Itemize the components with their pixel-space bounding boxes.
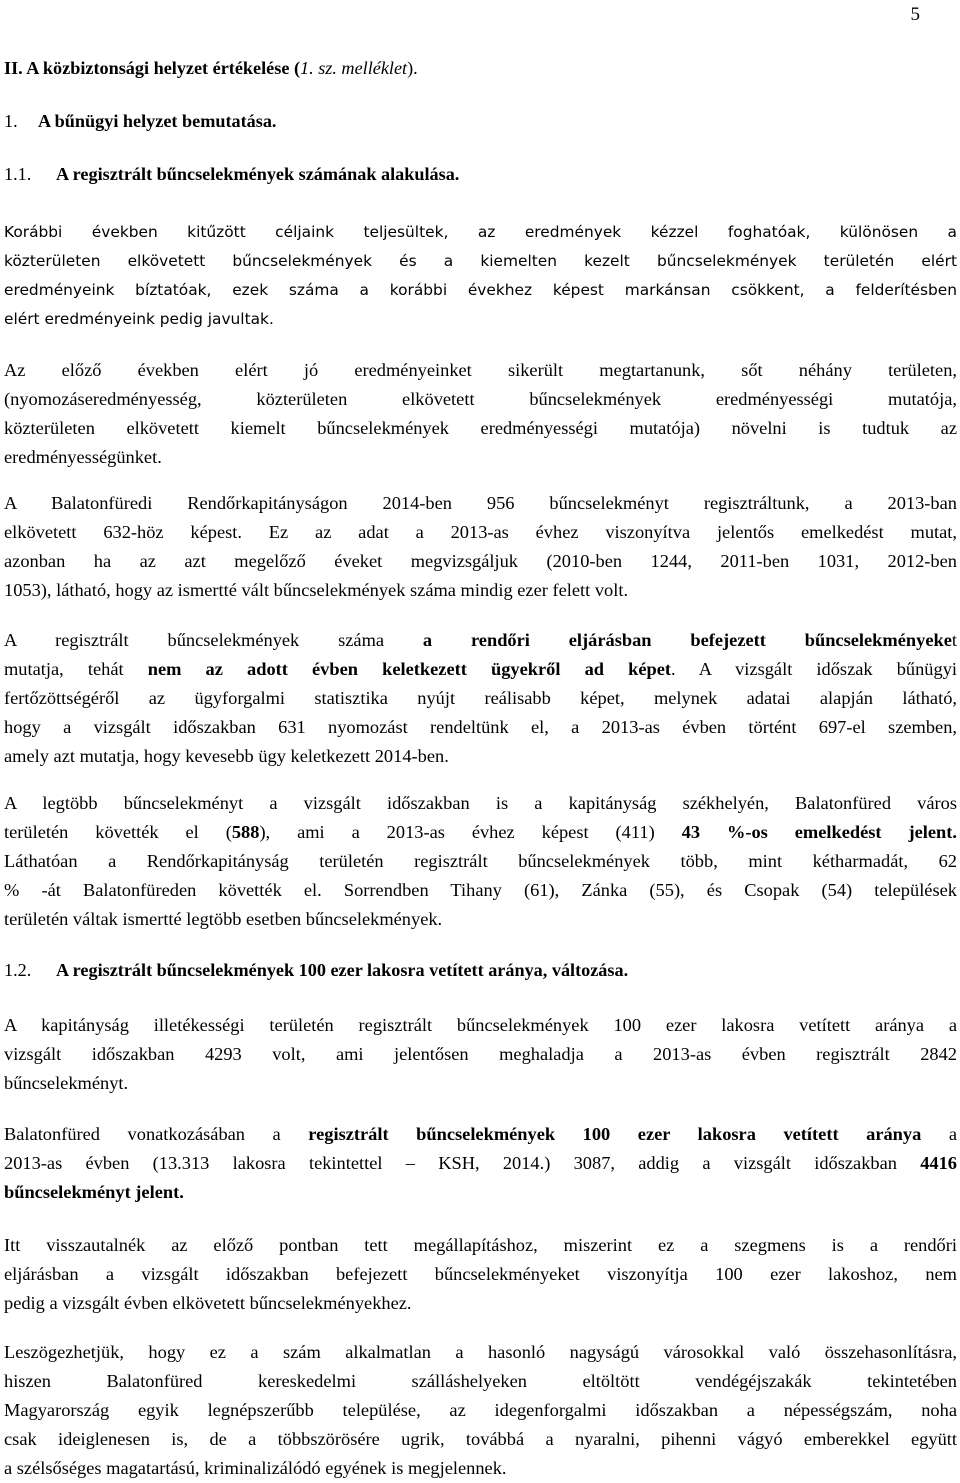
paragraph-comparison-note: Leszögezhetjük, hogy ez a szám alkalmatlan a hasonló nagyságú városokkal való összehasonlításra, hiszen Balatonfüred kereskedelmi szálláshelyeken eltöltött vendégéjszakák tekintetében Magyarország egyik legnépszerűbb települése, az idegenforgalmi időszakban a népességszám, noha csak ideiglenesen is, de a többszörösére ugrik, továbbá a nyaralni, pihenni vágyó emberekkel együtt a szélsőséges magatartású, kriminalizálódó egyének is megjelennek. [4,1342,957,1478]
subsection-heading-1: 1. A bűnügyi helyzet bemutatása. [4,111,277,131]
paragraph-balatonfured-ratio: Balatonfüred vonatkozásában a regisztrált bűncselekmények 100 ezer lakosra vetített aránya a 2013-as évben (13.313 lakosra tekintettel – KSH, 2014.) 3087, addig a vizsgált időszakban 4416 bűncselekményt jelent. [4,1124,958,1202]
paragraph-results: Korábbi években kitűzött céljaink teljesültek, az eredmények kézzel foghatóak, különösen a közterületen elkövetett bűncselekmények és a kiemelten kezelt bűncselekmények területén elért eredményeink bíztatóak, ezek száma a korábbi évekhez képest markánsan csökkent, a felderítésben elért eredményeink pedig javultak. [4,223,957,328]
subsection-heading-1-2: 1.2. A regisztrált bűncselekmények 100 ezer lakosra vetített aránya, változása. [4,960,629,980]
section-heading-ii: II. A közbiztonsági helyzet értékelése (1. sz. melléklet). [4,58,418,78]
paragraph-procedure-note: A regisztrált bűncselekmények száma a rendőri eljárásban befejezett bűncselekményeket mutatja, tehát nem az adott évben keletkezett ügyekről ad képet. A vizsgált időszak bűnügyi fertőzöttségéről az ügyforgalmi statisztika nyújt reálisabb képet, melynek adatai alapján látható, hogy a vizsgált időszakban 631 nyomozást rendeltünk el, a 2013-as évben történt 697-el szemben, amely azt mutatja, hogy kevesebb ügy keletkezett 2014-ben. [4,630,958,766]
paragraph-per-100k-ratio: A kapitányság illetékességi területén regisztrált bűncselekmények 100 ezer lakosra vetített aránya a vizsgált időszakban 4293 volt, ami jelentősen meghaladja a 2013-as évben regisztrált 2842 bűncselekményt. [4,1015,957,1093]
paragraph-previous-years: Az előző években elért jó eredményeinket sikerült megtartanunk, sőt néhány területen, (nyomozáseredményesség, közterületen elkövetett bűncselekmények eredményességi mutatója, közterületen elkövetett kiemelt bűncselekmények eredményességi mutatója) növelni is tudtuk az eredményességünket. [4,360,957,467]
page-number: 5 [910,4,920,25]
paragraph-registered-2014: A Balatonfüredi Rendőrkapitányságon 2014-ben 956 bűncselekményt regisztráltunk, a 2013-ban elkövetett 632-höz képest. Ez az adat a 2013-as évhez viszonyítva jelentős emelkedést mutat, azonban ha az azt megelőző éveket megvizsgáljuk (2010-ben 1244, 2011-ben 1031, 2012-ben 1053), látható, hogy az ismertté vált bűncselekmények száma mindig ezer felett volt. [4,493,957,600]
appendix-reference: 1. sz. melléklet [300,58,408,78]
subsection-heading-1-1: 1.1. A regisztrált bűncselekmények számának alakulása. [4,164,460,184]
paragraph-balatonfured-city: A legtöbb bűncselekményt a vizsgált időszakban is a kapitányság székhelyén, Balatonfüred város területén követték el (588), ami a 2013-as évhez képest (411) 43 %-os emelkedést jelent. Láthatóan a Rendőrkapitányság területén regisztrált bűncselekmények több, mint kétharmadát, 62 % -át Balatonfüreden követték el. Sorrendben Tihany (61), Zánka (55), és Csopak (54) települések területén váltak ismertté legtöbb esetben bűncselekmények. [4,793,957,929]
paragraph-reference-back: Itt visszautalnék az előző pontban tett megállapításhoz, miszerint ez a szegmens is a rendőri eljárásban a vizsgált időszakban befejezett bűncselekményeket viszonyítja 100 ezer lakoshoz, nem pedig a vizsgált évben elkövetett bűncselekményekhez. [4,1235,957,1313]
